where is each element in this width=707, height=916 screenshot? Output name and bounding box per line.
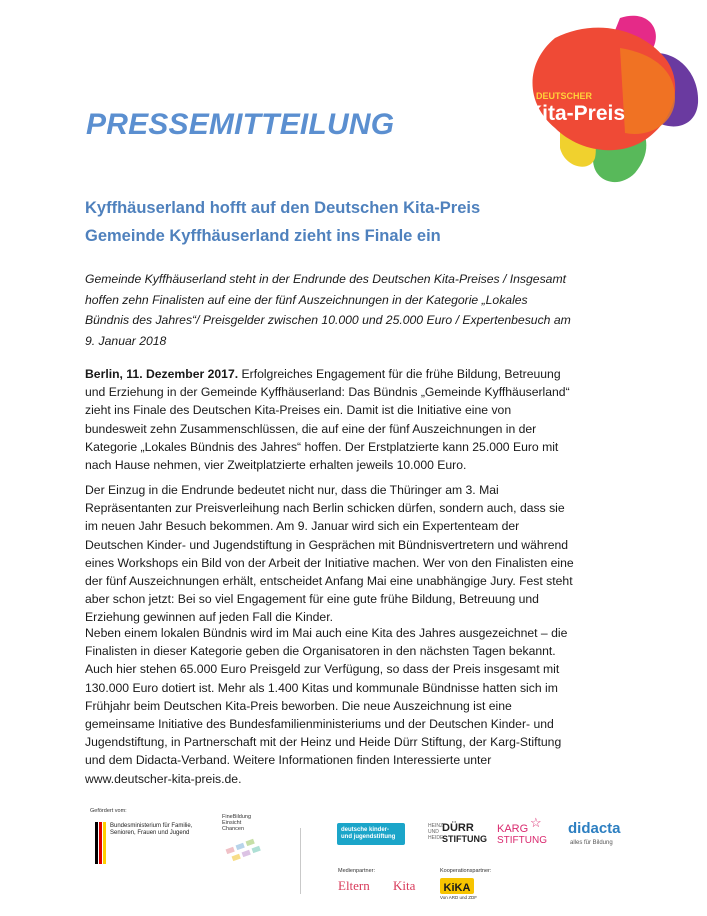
body-paragraph-1: [85, 365, 575, 474]
lead-paragraph: Gemeinde Kyffhäuserland steht in der Endrunde des Deutschen Kita-Preises / Insgesamt hoffen zehn Finalisten auf eine der fünf Auszeichnungen in der Kategorie „Lokales Bündnis des Jahres“/ Preisgelder zwischen 10.000 und 25.000 Euro / Expertenbesuch am 9. Januar 2018: [85, 272, 571, 348]
footer-divider: [300, 828, 301, 894]
fineliburg-text: FineBildung Einsicht Chancen: [222, 814, 252, 832]
body-paragraph-1-text: Erfolgreiches Engagement für die frühe Bildung, Betreuung und Erziehung in der Gemeinde Kyffhäuserland: Das Bündnis „Gemeinde Kyffhäuserland“ zieht ins Finale des Deutschen Kita-Preises ein. Damit ist die Initiative eine von bundesweit zehn Zusammenschlüssen, die auf eine der fünf Auszeichnungen in der Kategorie „Lokales Bündnis des Jahres“ hoffen. Der Erstplatzierte kann 25.000 Euro mit nach Hause nehmen, vier Zweitplatzierte erhalten jeweils 10.000 Euro.: [85, 367, 570, 473]
dkjs-logo: [337, 823, 405, 845]
subheadline: Gemeinde Kyffhäuserland zieht ins Finale ein: [85, 227, 441, 245]
kika-subtext: Von ARD und ZDF: [440, 895, 478, 900]
ministry-name: Bundesministerium für Familie, Senioren, Frauen und Jugend: [110, 823, 193, 836]
logo-line2: Kita-Preis: [527, 102, 626, 125]
page-title: PRESSEMITTEILUNG: [86, 108, 395, 141]
karg-stiftung-suffix: STIFTUNG: [497, 835, 547, 846]
didacta-logo: didacta: [568, 820, 621, 837]
kita-preis-logo: [500, 8, 706, 194]
body-paragraph-2: Der Einzug in die Endrunde bedeutet nicht nur, dass die Thüringer am 3. Mai Repräsentanten zur Preisverleihung nach Berlin schicken dürfen, sondern auch, dass sie im neuen Jahr Besuch bekommen. Am 9. Januar wird sich ein Expertenteam der Deutschen Kinder- und Jugendstiftung in Gesprächen mit Bündnisvertretern und während eines Workshops ein Bild von der Arbeit der Initiative machen. Wer von den Finalisten eine der fünf Auszeichnungen erhält, entscheidet Anfang Mai eine unabhängige Jury. Fest steht aber schon jetzt: Bei so viel Engagement für eine gute frühe Bildung, Betreuung und Erziehung gewinnen auf jeden Fall die Kinder.: [85, 483, 574, 625]
media-partner-label: Medienpartner:: [338, 868, 375, 874]
kika-logo-text: KiKA: [443, 882, 471, 894]
eltern-logo: Eltern: [338, 878, 370, 893]
duerr-stiftung-name: DÜRR: [442, 822, 474, 834]
karg-stiftung-name: KARG: [497, 823, 529, 835]
dateline: Berlin, 11. Dezember 2017.: [85, 367, 239, 381]
kika-logo: [440, 878, 474, 894]
german-flag-icon: [95, 822, 107, 864]
heinz-stiftung-prefix: HEINZ UND HEIDE: [428, 823, 444, 841]
fineliburg-logo: [222, 830, 274, 866]
coop-partner-label: Kooperationspartner:: [440, 868, 492, 874]
footer: [0, 800, 707, 916]
headline: Kyffhäuserland hofft auf den Deutschen Kita-Preis: [85, 199, 481, 217]
karg-star-icon: ☆: [530, 815, 542, 830]
duerr-stiftung-suffix: STIFTUNG: [442, 834, 487, 844]
logo-line1: DEUTSCHER: [536, 91, 593, 101]
funded-by-label: Gefördert vom:: [90, 808, 127, 814]
body-paragraph-3: Neben einem lokalen Bündnis wird im Mai auch eine Kita des Jahres ausgezeichnet – die Finalisten in dieser Kategorie geben die Organisatoren in den nächsten Tagen bekannt. Auch hier stehen 65.000 Euro Preisgeld zur Verfügung, so dass der Preis insgesamt mit 130.000 Euro dotiert ist. Mehr als 1.400 Kitas und kommunale Bündnisse hatten sich im Frühjahr beim Deutschen Kita-Preis beworben. Die neue Auszeichnung ist eine gemeinsame Initiative des Bundesfamilienministeriums und der Deutschen Kinder- und Jugendstiftung, in Partnerschaft mit der Heinz und Heide Dürr Stiftung, der Karg-Stiftung und dem Didacta-Verband. Weitere Informationen finden Interessierte unter www.deutscher-kita-preis.de.: [85, 626, 568, 786]
didacta-tagline: alles für Bildung: [570, 840, 613, 846]
dkjs-logo-text: deutsche kinder- und jugendstiftung: [341, 827, 396, 840]
kita-magazine-logo: Kita: [393, 878, 416, 893]
